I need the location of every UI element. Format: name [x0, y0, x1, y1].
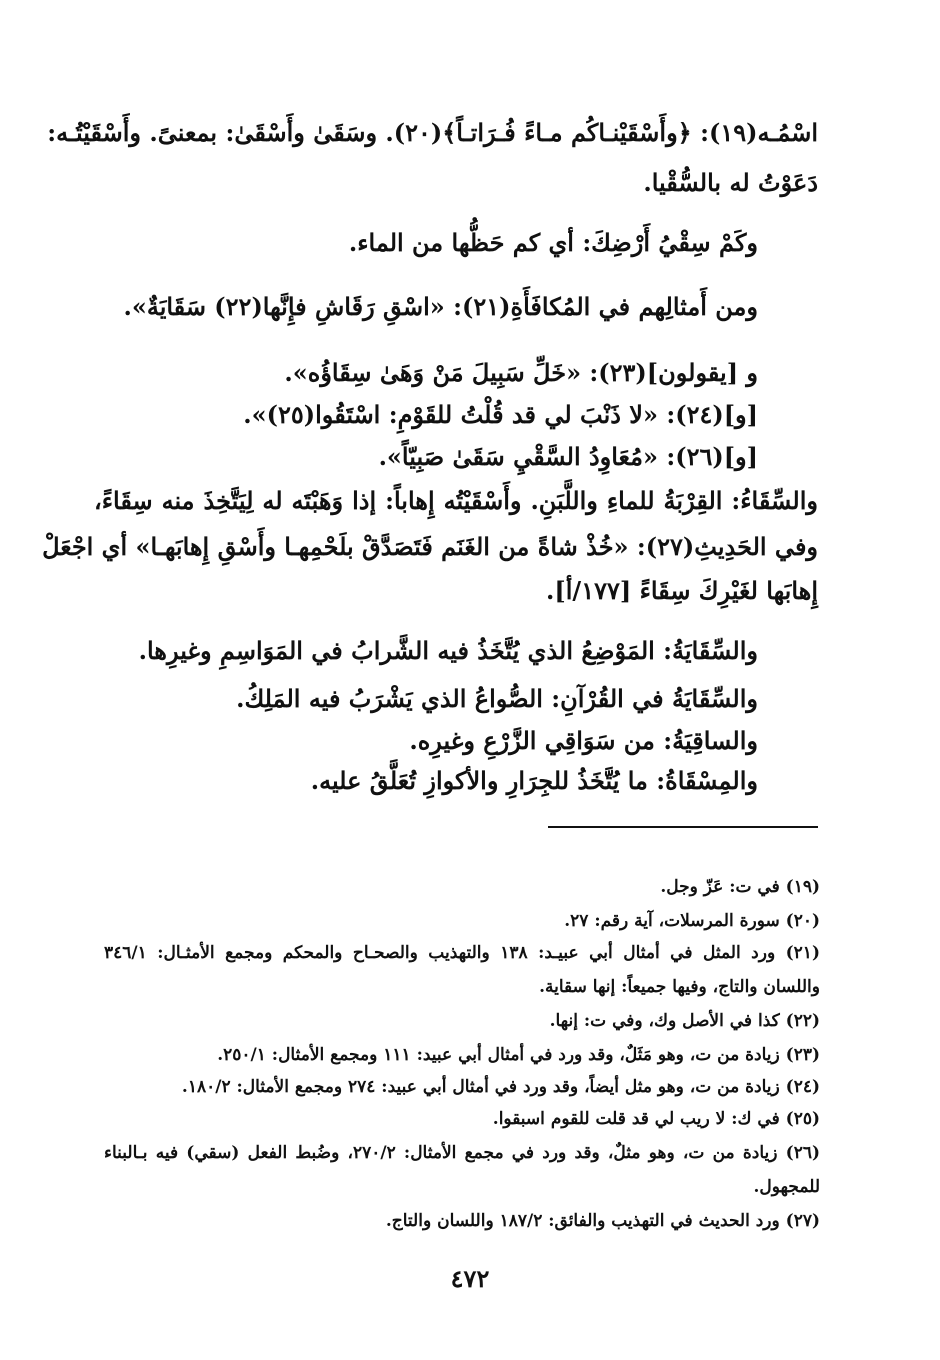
- footnote-26-continued: للمجهول.: [753, 1177, 820, 1197]
- footnote-20: (٢٠) سورة المرسلات، آية رقم: ٢٧.: [564, 911, 820, 931]
- page-number: ٤٧٢: [450, 1264, 490, 1293]
- body-line-9: وفي الحَدِيثِ(٢٧): «خُذْ شاةً من الغَنَم فَتَصَدَّقْ بلَحْمِهـا وأَسْقِ إِهابَهـا» أي اجْعَلْ: [42, 532, 818, 561]
- body-line-13: والساقِيَةُ: من سَوَاقِي الزَّرْعِ وغيرِه.: [409, 726, 758, 755]
- footnote-26: (٢٦) زيادة من ت، وهو مثلٌ، وقد ورد في مجمع الأمثال: ٢٧٠/٢، وضُبط الفعل (سقي) فيه بـالبناء: [104, 1143, 820, 1163]
- body-line-12: والسِّقَايَةُ في القُرْآنِ: الصُّواعُ الذي يَشْرَبُ فيه المَلِكُ.: [236, 684, 758, 713]
- footnote-25: (٢٥) في ك: لا ريب لي قد قلت للقوم اسبقوا.: [492, 1109, 820, 1129]
- body-line-1: اسْمُـه(١٩): ﴿وأَسْقَيْنـاكُم مـاءً فُـرَاتـاً﴾(٢٠). وسَقَىٰ وأَسْقَىٰ: بمعنىً. وأَسْقَيْتُـه:: [47, 118, 818, 147]
- footnote-21: (٢١) ورد المثل في أمثال أبي عبيـد: ١٣٨ والتهذيب والصحـاح والمحكم ومجمع الأمثـال: ٣٤٦/١: [104, 943, 820, 963]
- body-line-2: دَعَوْتُ له بالسُّقْيا.: [643, 168, 818, 197]
- body-line-3: وكَمْ سِقْيُ أَرْضِكَ: أي كم حَظُّها من الماء.: [348, 228, 758, 257]
- body-line-11: والسِّقَايَةُ: المَوْضِعُ الذي يُتَّخَذُ فيه الشَّرابُ في المَوَاسِمِ وغيرِها.: [138, 636, 758, 665]
- body-line-4: ومن أَمثالِهم في المُكافَأَةِ(٢١): «اسْقِ رَقَاشِ فإِنَّها(٢٢) سَقَايَةٌ».: [123, 292, 758, 321]
- body-line-10: إِهابَها لغَيْرِكَ سِقَاءً [١٧٧/أ].: [546, 576, 818, 605]
- footnote-22: (٢٢) كذا في الأصل وك، وفي ت: إنها.: [549, 1011, 820, 1031]
- body-line-7: [و](٢٦): «مُعَاوِدُ السَّقْيِ سَقَىٰ صَبِيّاً».: [378, 442, 758, 471]
- footnote-24: (٢٤) زيادة من ت، وهو مثل أيضاً، وقد ورد في أمثال أبي عبيد: ٢٧٤ ومجمع الأمثال: ١٨٠/٢.: [181, 1077, 820, 1097]
- body-line-8: والسِّقَاءُ: القِرْبَةُ للماءِ واللَّبَنِ. وأَسْقَيْتُه إِهاباً: إذا وَهَبْتَه له لِيَتَّخِذَ منه سِقَاءً،: [94, 486, 818, 515]
- footnote-23: (٢٣) زيادة من ت، وهو مَثَلٌ، وقد ورد في أمثال أبي عبيد: ١١١ ومجمع الأمثال: ٢٥٠/١.: [217, 1045, 820, 1065]
- body-line-5: و [يقولون](٢٣): «خَلِّ سَبِيلَ مَنْ وَهَىٰ سِقَاؤُه».: [284, 358, 758, 387]
- footnote-separator: [548, 826, 818, 828]
- body-line-14: والمِسْقَاةُ: ما يُتَّخَذُ للجِرَارِ والأكوازِ تُعَلَّقُ عليه.: [310, 766, 758, 795]
- footnote-27: (٢٧) ورد الحديث في التهذيب والفائق: ١٨٧/٢ واللسان والتاج.: [385, 1211, 820, 1231]
- body-line-6: [و](٢٤): «لا ذَنْبَ لي قد قُلْتُ للقَوْمِ: اسْتَقُوا(٢٥)».: [243, 400, 758, 429]
- footnote-21-continued: واللسان والتاج، وفيها جميعاً: إنها سقاية.: [539, 977, 820, 997]
- footnote-19: (١٩) في ت: عَزّ وجل.: [660, 877, 820, 897]
